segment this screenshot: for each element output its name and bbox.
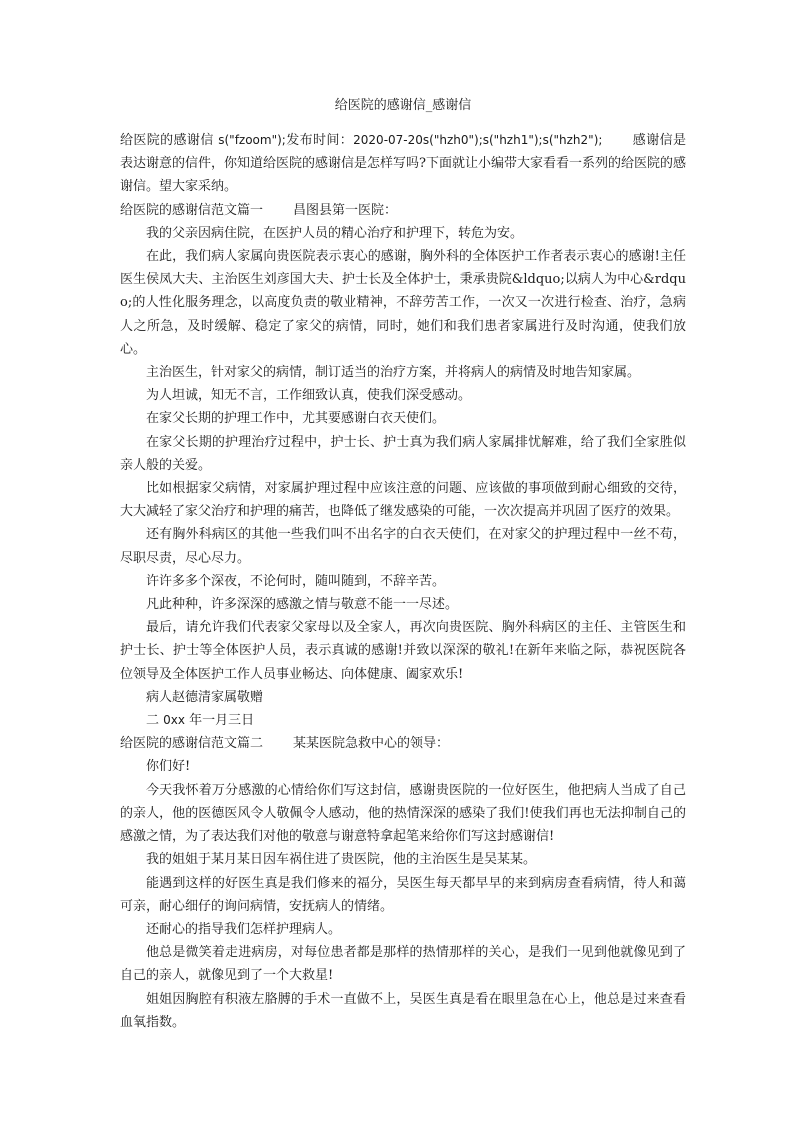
section2-paragraph: 能遇到这样的好医生真是我们修来的福分，吴医生每天都早早的来到病房查看病情，待人和蔼可亲，耐心细仔的询问病情，安抚病人的情绪。 [120,875,686,914]
section2-paragraph: 他总是微笑着走进病房，对每位患者都是那样的热情那样的关心，是我们一见到他就像见到了自己的亲人，就像见到了一个大救星! [120,945,686,984]
section1-paragraph: 还有胸外科病区的其他一些我们叫不出名字的白衣天使们，在对家父的护理过程中一丝不苟，尽职尽责，尽心尽力。 [120,527,686,566]
section1-paragraph: 主治医生，针对家父的病情，制订适当的治疗方案，并将病人的病情及时地告知家属。 [146,365,641,381]
section1-paragraph: 凡此种种，许多深深的感激之情与敬意不能一一尽述。 [146,597,459,613]
section2-paragraph: 还耐心的指导我们怎样护理病人。 [146,921,342,937]
document-title: 给医院的感谢信_感谢信 [334,98,472,113]
section2-paragraph: 姐姐因胸腔有积液左胳膊的手术一直做不上，吴医生真是看在眼里急在心上，他总是过来查看血氧指数。 [120,991,686,1030]
section1-paragraph: 比如根据家父病情，对家属护理过程中应该注意的问题、应该做的事项做到耐心细致的交待，大大减轻了家父治疗和护理的痛苦，也降低了继发感染的可能，一次次提高并巩固了医疗的效果。 [120,481,686,520]
section2-recipient: 某某医院急救中心的领导： [293,736,450,752]
section1-signature: 病人赵德清家属敬赠 [146,689,264,705]
section2-heading: 给医院的感谢信范文篇二 [120,736,264,752]
intro-text: 感谢信是表达谢意的信件，你知道给医院的感谢信是怎样写吗?下面就让小编带大家看看一系列的给医院的感谢信。望大家采纳。 [120,133,686,195]
section1-paragraph: 在家父长期的护理工作中，尤其要感谢白衣天使们。 [146,411,446,427]
section1-paragraph: 为人坦诚，知无不言，工作细致认真，使我们深受感动。 [146,388,472,404]
date-prefix: 二 [146,713,164,729]
section1-date [120,709,686,732]
intro-published-label: 发布时间： [285,133,354,148]
date-year: 0xx [163,713,185,728]
section2-paragraph: 今天我怀着万分感激的心情给你们写这封信，感谢贵医院的一位好医生，他把病人当成了自己的亲人，他的医德医风令人敬佩令人感动，他的热情深深的感染了我们!使我们再也无法抑制自己的感激之情，为了表达我们对他的敬意与谢意特拿起笔来给你们写这封感谢信! [120,782,686,845]
section1-heading-line [120,199,686,222]
section1-paragraph: 在家父长期的护理治疗过程中，护士长、护士真为我们病人家属排忧解难，给了我们全家胜似亲人般的关爱。 [120,434,686,473]
document-page [120,96,686,1034]
intro-paragraph [120,129,686,199]
section1-paragraph: 最后，请允许我们代表家父家母以及全家人，再次向贵医院、胸外科病区的主任、主管医生和护士长、护士等全体医护人员，表示真诚的感谢!并致以深深的敬礼!在新年来临之际，恭祝医院各位领导及全体医护工作人员事业畅达、向体健康、阖家欢乐! [120,620,686,682]
section2-heading-line [120,732,686,755]
intro-code: s("fzoom"); [218,133,286,147]
intro-lead: 给医院的感谢信 [120,133,219,148]
section1-heading: 给医院的感谢信范文篇一 [120,202,264,218]
section1-paragraph: 许许多多个深夜，不论何时，随叫随到，不辞辛苦。 [146,573,446,589]
section1-paragraph: 在此，我们病人家属向贵医院表示衷心的感谢，胸外科的全体医护工作者表示衷心的感谢!主任医生侯凤大夫、主治医生刘彦国大夫、护士长及全体护士，秉承贵院&ldquo;以病人为中心&rdquo;的人性化服务理念，以高度负责的敬业精神，不辞劳苦工作，一次又一次进行检查、治疗，急病人之所急，及时缓解、稳定了家父的病情，同时，她们和我们患者家属进行及时沟通，使我们放心。 [120,249,686,357]
intro-code-2: 2020-07-20s("hzh0");s("hzh1");s("hzh2"); [353,133,603,147]
section1-paragraph: 我的父亲因病住院，在医护人员的精心治疗和护理下，转危为安。 [146,225,524,241]
section2-greeting: 你们好! [146,759,191,775]
section1-recipient: 昌图县第一医院： [293,202,398,218]
date-suffix: 年一月三日 [184,713,255,729]
section2-paragraph: 我的姐姐于某月某日因车祸住进了贵医院，他的主治医生是吴某某。 [146,852,537,868]
